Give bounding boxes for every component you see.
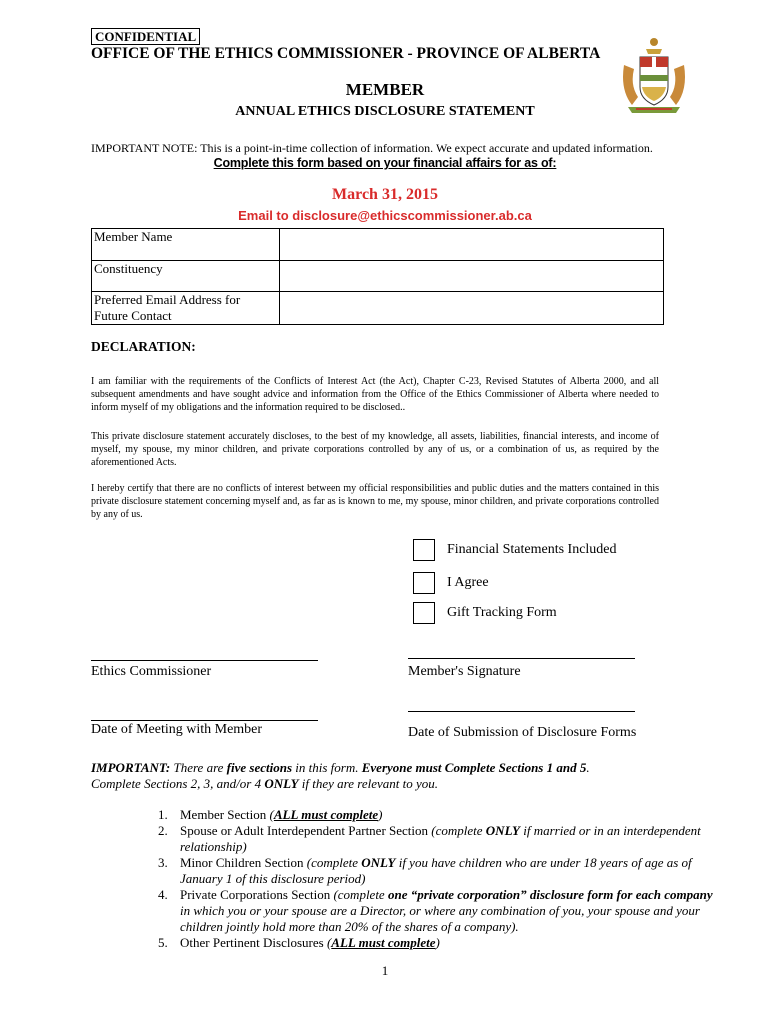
- list-item: [158, 807, 718, 823]
- section-name: Spouse or Adult Interdependent Partner Section: [180, 823, 432, 838]
- confidential-label: CONFIDENTIAL: [91, 28, 200, 45]
- section-name: Other Pertinent Disclosures: [180, 935, 327, 950]
- member-name-row: [92, 229, 664, 261]
- list-number: 4.: [158, 887, 168, 902]
- office-title: OFFICE OF THE ETHICS COMMISSIONER - PROVINCE OF ALBERTA: [91, 45, 601, 62]
- declaration-paragraph: I hereby certify that there are no conflicts of interest between my official responsibilities and public duties and the matters contained in this private disclosure statement concerning myself and, as far as is known to me, my spouse, minor children, and private corporations controlled by any of us.: [91, 483, 659, 520]
- section-note: (complete: [431, 823, 486, 838]
- agree-checkbox[interactable]: [413, 572, 435, 594]
- statement-title: ANNUAL ETHICS DISCLOSURE STATEMENT: [235, 104, 535, 119]
- reporting-date: March 31, 2015: [332, 186, 438, 203]
- declaration-paragraph: This private disclosure statement accurately discloses, to the best of my knowledge, all assets, liabilities, financial interests, and income of myself, my spouse, my minor children, and private corporations controlled by any of us, or a combination of us, as required by the aforementioned Acts.: [91, 431, 659, 468]
- member-name-field[interactable]: [280, 229, 664, 261]
- important-text: if they are relevant to you.: [298, 776, 438, 791]
- constituency-label: Constituency: [92, 261, 280, 292]
- agree-label: I Agree: [447, 575, 489, 590]
- section-note: (complete: [333, 887, 388, 902]
- member-signature-label: Member's Signature: [408, 664, 521, 679]
- section-note: if you have children who are under 18 years of age as of January 1 of this disclosure period): [180, 855, 692, 886]
- member-signature-line[interactable]: [408, 658, 635, 659]
- meeting-date-line[interactable]: [91, 720, 318, 721]
- constituency-row: [92, 261, 664, 292]
- submission-email[interactable]: Email to disclosure@ethicscommissioner.ab.ca: [238, 208, 532, 223]
- submission-date-label: Date of Submission of Disclosure Forms: [408, 725, 637, 740]
- section-note-emphasis: ALL must complete: [331, 935, 436, 950]
- financial-statements-label: Financial Statements Included: [447, 542, 617, 557]
- section-name: Minor Children Section: [180, 855, 307, 870]
- important-instructions: [91, 760, 590, 792]
- member-name-label: Member Name: [92, 229, 280, 261]
- list-item: [158, 935, 718, 951]
- member-info-table: [91, 228, 664, 325]
- important-text: in this form.: [292, 760, 362, 775]
- section-note-emphasis: one “private corporation” disclosure form for each company: [387, 887, 713, 902]
- declaration-paragraph: I am familiar with the requirements of the Conflicts of Interest Act (the Act), Chapter C-23, Revised Statutes of Alberta 2000, and all subsequent amendments and have sought advice and information from the Office of the Ethics Commissioner of Alberta where needed to inform myself of my obligations and the information required to be disclosed..: [91, 376, 659, 413]
- member-heading: MEMBER: [345, 80, 425, 99]
- important-prefix: IMPORTANT:: [91, 760, 171, 775]
- section-note: (: [269, 807, 274, 822]
- five-sections-text: five sections: [226, 760, 293, 775]
- important-text: There are: [170, 760, 227, 775]
- agree-checkbox-row[interactable]: [413, 572, 489, 594]
- section-note: in which you or your spouse are a Director, or where any combination of you, your spouse and your children jointly hold more than 20% of the shares of a company).: [180, 903, 700, 934]
- list-number: 1.: [158, 807, 168, 822]
- list-number: 3.: [158, 855, 168, 870]
- important-text: .: [586, 760, 590, 775]
- section-name: Member Section: [180, 807, 270, 822]
- alberta-coat-of-arms-icon: [618, 35, 690, 115]
- submission-date-line[interactable]: [408, 711, 635, 712]
- section-note: (complete: [306, 855, 362, 870]
- section-note-emphasis: ALL must complete: [273, 807, 379, 822]
- financial-statements-checkbox[interactable]: [413, 539, 435, 561]
- list-number: 2.: [158, 823, 168, 838]
- section-note: (: [326, 935, 332, 950]
- ethics-commissioner-signature-line[interactable]: [91, 660, 318, 661]
- meeting-date-label: Date of Meeting with Member: [91, 722, 263, 737]
- list-item: [158, 887, 718, 935]
- section-note: ): [435, 935, 440, 950]
- email-row: [92, 292, 664, 325]
- everyone-complete-text: Everyone must Complete Sections 1 and 5: [361, 760, 587, 775]
- list-item: [158, 823, 718, 855]
- constituency-field[interactable]: [280, 261, 664, 292]
- important-text: Complete Sections 2, 3, and/or 4: [91, 776, 265, 791]
- ethics-commissioner-label: Ethics Commissioner: [91, 664, 212, 679]
- page-number: 1: [381, 963, 389, 978]
- section-note-emphasis: ONLY: [485, 823, 520, 838]
- gift-tracking-checkbox[interactable]: [413, 602, 435, 624]
- gift-tracking-label: Gift Tracking Form: [447, 605, 557, 620]
- section-note: ): [378, 807, 383, 822]
- section-name: Private Corporations Section: [180, 887, 334, 902]
- email-label: Preferred Email Address for Future Contact: [92, 292, 280, 325]
- complete-form-instruction: Complete this form based on your financial affairs for as of:: [213, 156, 557, 170]
- declaration-heading: DECLARATION:: [91, 339, 196, 354]
- section-note-emphasis: ONLY: [361, 855, 396, 870]
- section-note: if married or in an interdependent relationship): [180, 823, 701, 854]
- important-note: IMPORTANT NOTE: This is a point-in-time collection of information. We expect accurate and updated information.: [91, 141, 653, 155]
- list-item: [158, 855, 718, 887]
- gift-tracking-checkbox-row[interactable]: [413, 602, 557, 624]
- email-field[interactable]: [280, 292, 664, 325]
- list-number: 5.: [158, 935, 168, 950]
- only-text: ONLY: [264, 776, 299, 791]
- sections-list: [158, 807, 718, 951]
- financial-statements-checkbox-row[interactable]: [413, 539, 617, 561]
